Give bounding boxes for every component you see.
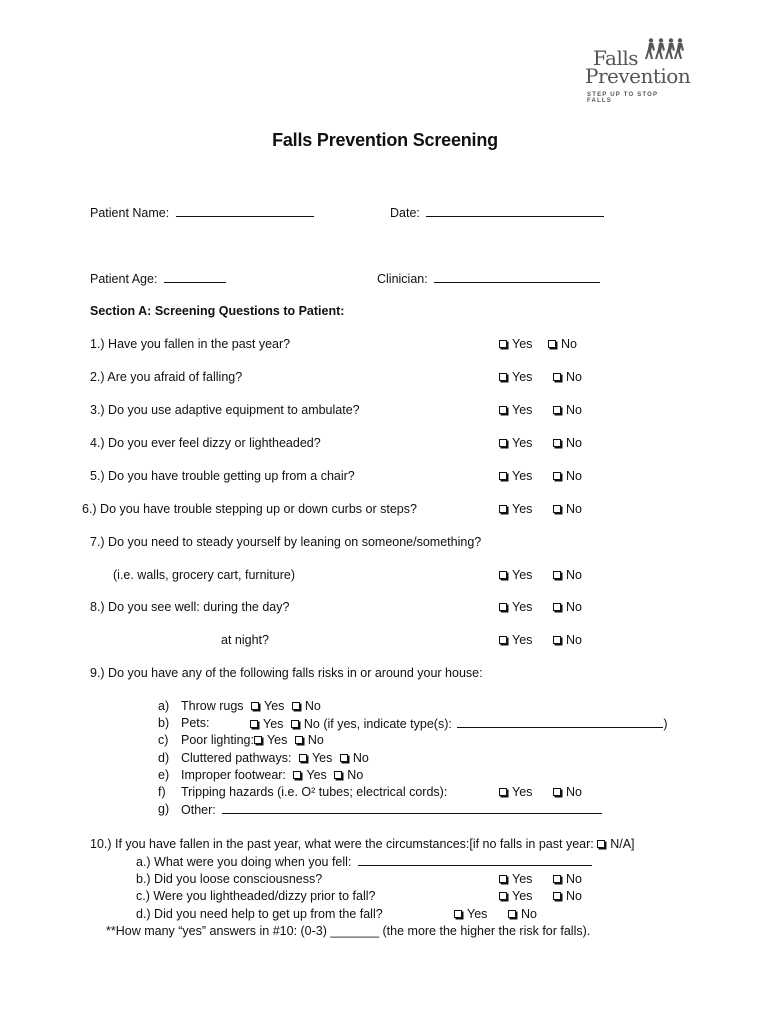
q5-yes-checkbox[interactable] — [499, 468, 532, 484]
checkbox-icon — [553, 636, 561, 644]
q9c-no-checkbox[interactable] — [295, 732, 324, 748]
checkbox-icon — [499, 406, 507, 414]
q10c-no-checkbox[interactable] — [553, 888, 582, 904]
no-label: No — [561, 337, 577, 351]
checkbox-icon — [250, 720, 258, 728]
q10-yes-count-note: **How many “yes” answers in #10: (0-3) _______ (the more the higher the risk for falls). — [106, 924, 591, 938]
question-3: 3.) Do you use adaptive equipment to ambulate? — [90, 403, 360, 417]
checkbox-icon — [499, 636, 507, 644]
q9b-close-paren: ) — [663, 717, 668, 731]
q3-yes-checkbox[interactable] — [499, 402, 532, 418]
question-4: 4.) Do you ever feel dizzy or lightheaded? — [90, 436, 321, 450]
q9f-yes-checkbox[interactable] — [499, 784, 532, 800]
checkbox-icon — [499, 571, 507, 579]
q9-letter-b: b) — [158, 716, 170, 730]
q10b-label: b.) Did you loose consciousness? — [136, 872, 323, 886]
logo-word-falls: Falls — [593, 46, 638, 70]
checkbox-icon — [293, 771, 301, 779]
no-label: No — [566, 889, 582, 903]
date-label: Date: — [390, 206, 420, 220]
q9b-row — [250, 715, 668, 732]
logo-tagline: STEP UP TO STOP FALLS — [587, 92, 659, 104]
q9a-yes-checkbox[interactable] — [251, 698, 284, 714]
yes-label: Yes — [512, 568, 533, 582]
yes-label: Yes — [512, 785, 533, 799]
q5-no-checkbox[interactable] — [553, 468, 582, 484]
patient-age-field[interactable] — [90, 270, 226, 287]
q9e-label: Improper footwear: — [181, 768, 286, 782]
yes-label: Yes — [512, 370, 533, 384]
q9d-no-checkbox[interactable] — [340, 750, 369, 766]
checkbox-icon — [334, 771, 342, 779]
q10d-yes-checkbox[interactable] — [454, 906, 487, 922]
no-label: No — [566, 502, 582, 516]
patient-age-label: Patient Age: — [90, 272, 158, 286]
checkbox-icon — [499, 788, 507, 796]
q9-letter-c: c) — [158, 733, 169, 747]
no-label: No — [566, 633, 582, 647]
date-field[interactable] — [390, 204, 604, 221]
checkbox-icon — [454, 910, 462, 918]
q9-letter-f: f) — [158, 785, 166, 799]
yes-label: Yes — [512, 600, 533, 614]
patient-name-label: Patient Name: — [90, 206, 170, 220]
checkbox-icon — [251, 702, 259, 710]
q9b-label: Pets: — [181, 716, 210, 730]
yes-label: Yes — [264, 699, 285, 713]
checkbox-icon — [499, 439, 507, 447]
q10a-row — [136, 853, 592, 870]
question-7-examples: (i.e. walls, grocery cart, furniture) — [113, 568, 295, 582]
checkbox-icon — [553, 603, 561, 611]
no-label: No — [307, 733, 324, 747]
clinician-field[interactable] — [377, 270, 600, 287]
q9d-yes-checkbox[interactable] — [299, 750, 332, 766]
clinician-line[interactable] — [434, 270, 600, 283]
q4-yes-checkbox[interactable] — [499, 435, 532, 451]
q9-letter-e: e) — [158, 768, 170, 782]
no-label: No — [347, 768, 364, 782]
no-label: No — [566, 436, 582, 450]
checkbox-icon — [499, 603, 507, 611]
checkbox-icon — [499, 892, 507, 900]
q4-no-checkbox[interactable] — [553, 435, 582, 451]
q10a-answer-line[interactable] — [358, 853, 592, 866]
checkbox-icon — [553, 875, 561, 883]
q9-letter-a: a) — [158, 699, 170, 713]
q9f-label: Tripping hazards (i.e. O² tubes; electrical cords): — [181, 785, 448, 799]
clinician-label: Clinician: — [377, 272, 428, 286]
q7-no-checkbox[interactable] — [553, 567, 582, 583]
q1-no-checkbox[interactable] — [548, 336, 577, 352]
checkbox-icon — [254, 736, 262, 744]
q2-no-checkbox[interactable] — [553, 369, 582, 385]
q9b-yes-checkbox[interactable] — [250, 716, 283, 732]
question-8-night: at night? — [221, 633, 269, 647]
q10d-label: d.) Did you need help to get up from the fall? — [136, 907, 383, 921]
yes-label: Yes — [311, 751, 333, 765]
q8-day-no-checkbox[interactable] — [553, 599, 582, 615]
section-a-heading: Section A: Screening Questions to Patient: — [90, 304, 345, 318]
date-line[interactable] — [426, 204, 604, 217]
no-label: No — [566, 785, 582, 799]
q10a-label: a.) What were you doing when you fell: — [136, 855, 352, 869]
checkbox-icon — [553, 472, 561, 480]
checkbox-icon — [340, 754, 348, 762]
walking-figures-icon — [645, 38, 685, 60]
yes-label: Yes — [512, 403, 533, 417]
q3-no-checkbox[interactable] — [553, 402, 582, 418]
q9a-label: Throw rugs — [181, 699, 244, 713]
checkbox-icon — [499, 505, 507, 513]
yes-label: Yes — [512, 872, 533, 886]
checkbox-icon — [553, 439, 561, 447]
question-8-day: 8.) Do you see well: during the day? — [90, 600, 290, 614]
q9c-row — [181, 732, 324, 748]
q10-na-checkbox[interactable] — [597, 836, 634, 852]
q9g-row — [181, 801, 602, 818]
q9d-label: Cluttered pathways: — [181, 751, 292, 765]
yes-label: Yes — [266, 733, 288, 747]
falls-prevention-logo — [585, 38, 691, 104]
yes-label: Yes — [306, 768, 327, 782]
no-label: No — [566, 403, 582, 417]
question-5: 5.) Do you have trouble getting up from a chair? — [90, 469, 355, 483]
question-6: 6.) Do you have trouble stepping up or down curbs or steps? — [82, 502, 417, 516]
checkbox-icon — [597, 840, 605, 848]
yes-label: Yes — [512, 502, 533, 516]
q10d-no-checkbox[interactable] — [508, 906, 537, 922]
q8-night-yes-checkbox[interactable] — [499, 632, 532, 648]
q9f-no-checkbox[interactable] — [553, 784, 582, 800]
checkbox-icon — [499, 373, 507, 381]
checkbox-icon — [553, 505, 561, 513]
q10b-yes-checkbox[interactable] — [499, 871, 532, 887]
checkbox-icon — [553, 788, 561, 796]
q9e-no-checkbox[interactable] — [334, 767, 363, 783]
checkbox-icon — [548, 340, 556, 348]
checkbox-icon — [499, 340, 507, 348]
yes-label: Yes — [512, 469, 533, 483]
no-label: No — [521, 907, 537, 921]
question-10 — [90, 836, 635, 852]
no-label: No — [566, 370, 582, 384]
question-7: 7.) Do you need to steady yourself by leaning on someone/something? — [90, 535, 482, 549]
q7-yes-checkbox[interactable] — [499, 567, 532, 583]
form-title: Falls Prevention Screening — [272, 130, 498, 150]
yes-label: Yes — [467, 907, 488, 921]
q10c-yes-checkbox[interactable] — [499, 888, 532, 904]
no-label: No — [566, 469, 582, 483]
q8-day-yes-checkbox[interactable] — [499, 599, 532, 615]
q10c-label: c.) Were you lightheaded/dizzy prior to fall? — [136, 889, 376, 903]
q9-letter-d: d) — [158, 751, 170, 765]
q9e-row — [181, 767, 363, 783]
checkbox-icon — [292, 702, 300, 710]
no-label: No — [566, 600, 582, 614]
yes-label: Yes — [512, 633, 533, 647]
question-2: 2.) Are you afraid of falling? — [90, 370, 243, 384]
yes-label: Yes — [263, 717, 284, 731]
checkbox-icon — [499, 472, 507, 480]
checkbox-icon — [295, 736, 303, 744]
yes-label: Yes — [512, 436, 533, 450]
q6-no-checkbox[interactable] — [553, 501, 582, 517]
checkbox-icon — [553, 571, 561, 579]
q9a-no-checkbox[interactable] — [292, 698, 321, 714]
no-label: No — [304, 699, 321, 713]
q6-yes-checkbox[interactable] — [499, 501, 532, 517]
checkbox-icon — [499, 875, 507, 883]
na-label: N/A] — [610, 837, 635, 851]
q9c-label: Poor lighting: — [181, 733, 254, 747]
q1-yes-checkbox[interactable] — [499, 336, 532, 352]
q9b-no-checkbox[interactable] — [291, 716, 452, 732]
q8-night-no-checkbox[interactable] — [553, 632, 582, 648]
q9a-row — [181, 698, 321, 714]
patient-name-line[interactable] — [176, 204, 314, 217]
checkbox-icon — [508, 910, 516, 918]
patient-name-field[interactable] — [90, 204, 314, 221]
no-label: No — [352, 751, 369, 765]
q9e-yes-checkbox[interactable] — [293, 767, 326, 783]
patient-age-line[interactable] — [164, 270, 226, 283]
checkbox-icon — [299, 754, 307, 762]
other-risk-line[interactable] — [222, 801, 602, 814]
checkbox-icon — [291, 720, 299, 728]
q2-yes-checkbox[interactable] — [499, 369, 532, 385]
q10b-no-checkbox[interactable] — [553, 871, 582, 887]
q9b-no-label: No (if yes, indicate type(s): — [303, 717, 452, 731]
pet-type-line[interactable] — [457, 715, 663, 728]
no-label: No — [566, 568, 582, 582]
question-10-text: 10.) If you have fallen in the past year, what were the circumstances:[if no falls in past year: — [90, 837, 594, 851]
no-label: No — [566, 872, 582, 886]
checkbox-icon — [553, 406, 561, 414]
q9g-label: Other: — [181, 803, 216, 817]
q9c-yes-checkbox[interactable] — [254, 732, 287, 748]
q9d-row — [181, 750, 369, 766]
yes-label: Yes — [512, 889, 533, 903]
logo-word-prevention: Prevention — [585, 64, 691, 88]
question-1: 1.) Have you fallen in the past year? — [90, 337, 291, 351]
question-9: 9.) Do you have any of the following falls risks in or around your house: — [90, 666, 483, 680]
checkbox-icon — [553, 892, 561, 900]
yes-label: Yes — [512, 337, 533, 351]
q9-letter-g: g) — [158, 802, 170, 816]
checkbox-icon — [553, 373, 561, 381]
